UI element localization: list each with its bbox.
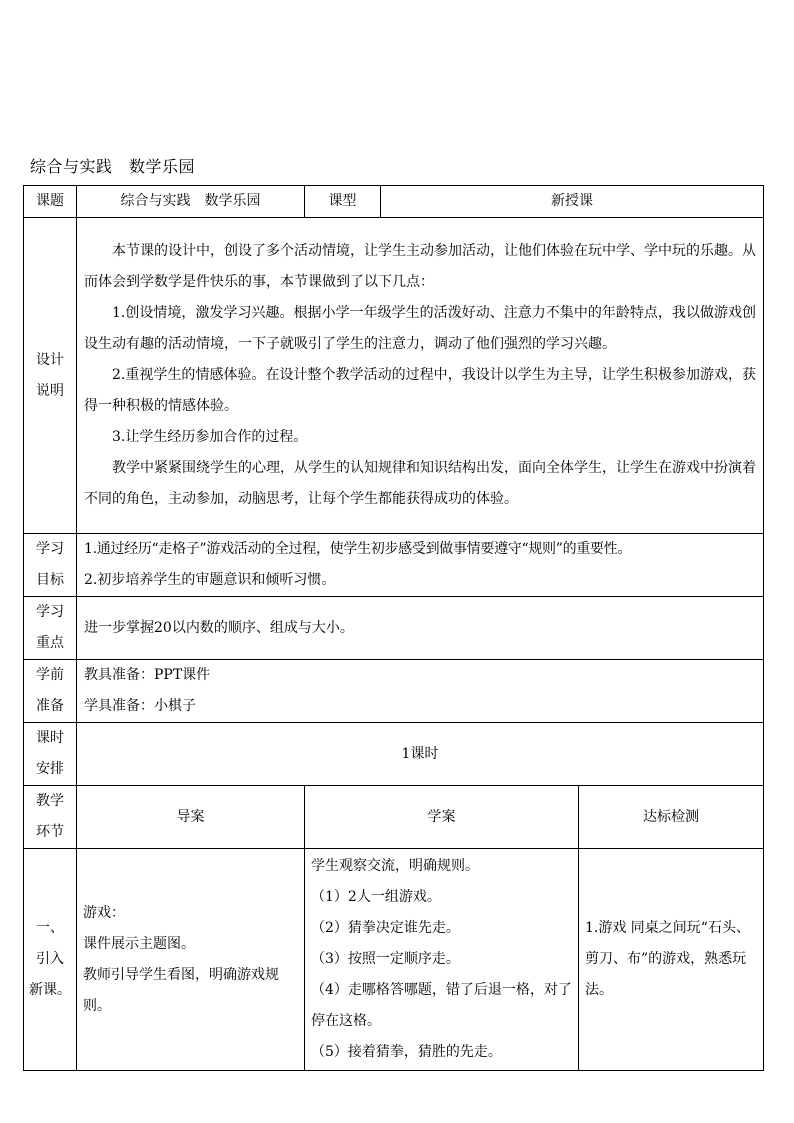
label-objectives <box>24 534 77 597</box>
label-type: 课型 <box>305 186 381 218</box>
column-check-header: 达标检测 <box>579 786 764 849</box>
column-guide-header: 导案 <box>77 786 305 849</box>
design-paragraph: 3.让学生经历参加合作的过程。 <box>112 429 308 445</box>
label-keypoints-line-2: 重点 <box>36 635 64 651</box>
objectives-row <box>24 534 764 597</box>
design-paragraph: 2.重视学生的情感体验。在设计整个教学活动的过程中，我设计以学生为主导，让学生积极参加游戏，获得一种积极的情感体验。 <box>84 367 756 414</box>
objectives-content <box>77 534 764 597</box>
label-objectives-line-1: 学习 <box>36 541 64 557</box>
stages-header-row <box>24 786 764 849</box>
type-value: 新授课 <box>381 186 764 218</box>
study-line: （1）2人一组游戏。 <box>311 889 441 905</box>
label-stages-line-2: 环节 <box>36 824 64 840</box>
guide-line: 课件展示主题图。 <box>83 935 195 952</box>
label-keypoints-line-1: 学习 <box>36 604 64 620</box>
label-stages-line-1: 教学 <box>36 793 64 809</box>
label-design-line-2: 说明 <box>36 382 64 399</box>
study-line: 学生观察交流，明确规则。 <box>311 858 479 874</box>
stage-1-row <box>24 849 764 1071</box>
preparation-content <box>77 660 764 723</box>
lesson-plan-table <box>23 185 764 1071</box>
preparation-row <box>24 660 764 723</box>
topic-value: 综合与实践 数学乐园 <box>77 186 305 218</box>
check-text: 1.游戏 同桌之间玩“石头、剪刀、布”的游戏，熟悉玩法。 <box>585 920 750 998</box>
keypoints-text: 进一步掌握20以内数的顺序、组成与大小。 <box>84 619 354 636</box>
label-design-line-1: 设计 <box>36 351 64 368</box>
design-paragraph: 本节课的设计中，创设了多个活动情境，让学生主动参加活动，让他们体验在玩中学、学中玩的乐趣。从而体会到学数学是件快乐的事，本节课做到了以下几点： <box>84 243 756 290</box>
label-stages <box>24 786 77 849</box>
label-design <box>24 218 77 534</box>
stage-1-guide <box>77 849 305 1071</box>
label-schedule-line-2: 安排 <box>36 761 64 777</box>
label-stage-1-line-3: 新课。 <box>29 982 71 998</box>
label-topic: 课题 <box>24 186 77 218</box>
design-row <box>24 218 764 534</box>
objective-item: 2.初步培养学生的审题意识和倾听习惯。 <box>84 572 336 588</box>
label-stage-1-line-1: 一、 <box>36 920 64 936</box>
label-stage-1-line-2: 引入 <box>36 951 64 967</box>
keypoints-row <box>24 597 764 660</box>
preparation-item: 教具准备：PPT课件 <box>84 667 211 683</box>
stage-1-check <box>579 849 764 1071</box>
label-stage-1 <box>24 849 77 1071</box>
study-line: （3）按照一定顺序走。 <box>311 951 460 967</box>
preparation-item: 学具准备：小棋子 <box>84 698 196 714</box>
guide-line: 游戏： <box>83 904 125 921</box>
design-paragraph: 1.创设情境，激发学习兴趣。根据小学一年级学生的活泼好动、注意力不集中的年龄特点，我以做游戏创设生动有趣的活动情境，一下子就吸引了学生的注意力，调动了他们强烈的学习兴趣。 <box>84 305 756 352</box>
design-paragraph: 教学中紧紧围绕学生的心理，从学生的认知规律和知识结构出发，面向全体学生，让学生在游戏中扮演着不同的角色，主动参加，动脑思考，让每个学生都能获得成功的体验。 <box>84 460 756 507</box>
label-schedule-line-1: 课时 <box>36 730 64 746</box>
label-keypoints <box>24 597 77 660</box>
stage-1-study <box>305 849 579 1071</box>
keypoints-content <box>77 597 764 660</box>
label-preparation-line-1: 学前 <box>36 667 64 683</box>
column-study-header: 学案 <box>305 786 579 849</box>
objective-item: 1.通过经历“走格子”游戏活动的全过程，使学生初步感受到做事情要遵守“规则”的重要性。 <box>84 541 632 557</box>
label-preparation-line-2: 准备 <box>36 698 64 714</box>
label-objectives-line-2: 目标 <box>36 572 64 588</box>
topic-row <box>24 186 764 218</box>
page-title: 综合与实践 数学乐园 <box>30 157 196 176</box>
design-content <box>77 218 764 534</box>
label-schedule <box>24 723 77 786</box>
schedule-row <box>24 723 764 786</box>
study-line: （5）接着猜拳，猜胜的先走。 <box>311 1044 502 1060</box>
study-line: （2）猜拳决定谁先走。 <box>311 920 460 936</box>
label-preparation <box>24 660 77 723</box>
study-line: （4）走哪格答哪题，错了后退一格，对了停在这格。 <box>311 982 572 1029</box>
guide-line: 教师引导学生看图，明确游戏规则。 <box>83 966 279 1014</box>
schedule-value: 1课时 <box>77 723 764 786</box>
